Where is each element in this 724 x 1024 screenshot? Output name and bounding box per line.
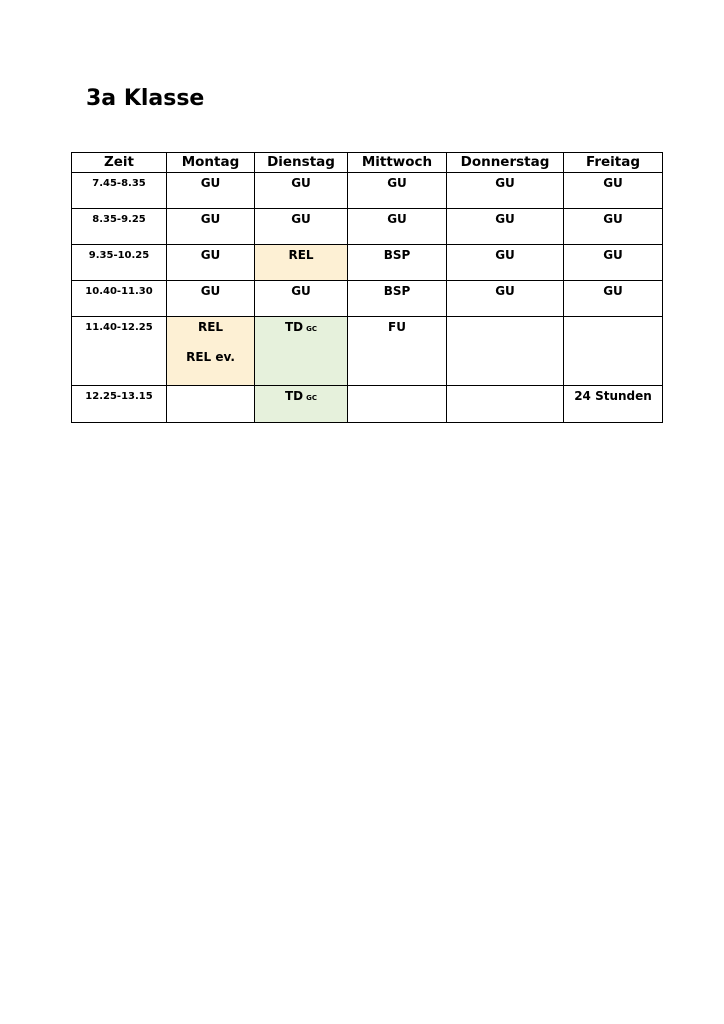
lesson-cell: GU bbox=[564, 281, 663, 317]
table-row bbox=[72, 209, 663, 245]
timetable bbox=[71, 152, 663, 423]
lesson-group-label: GC bbox=[306, 325, 318, 333]
lesson-cell-highlighted: REL bbox=[255, 245, 348, 281]
lesson-cell: GU bbox=[447, 281, 564, 317]
lesson-cell: GU bbox=[167, 173, 255, 209]
header-donnerstag: Donnerstag bbox=[447, 153, 564, 173]
lesson-cell: BSP bbox=[348, 281, 447, 317]
lesson-cell: GU bbox=[447, 245, 564, 281]
lesson-cell: GU bbox=[564, 173, 663, 209]
lesson-cell: GU bbox=[167, 281, 255, 317]
table-row bbox=[72, 281, 663, 317]
page-title: 3a Klasse bbox=[86, 86, 205, 111]
lesson-cell: GU bbox=[255, 209, 348, 245]
lesson-cell: GU bbox=[348, 209, 447, 245]
header-freitag: Freitag bbox=[564, 153, 663, 173]
lesson-cell bbox=[447, 386, 564, 423]
lesson-cell: GU bbox=[167, 245, 255, 281]
lesson-text: TD bbox=[284, 389, 304, 403]
table-row bbox=[72, 245, 663, 281]
lesson-cell: GU bbox=[255, 173, 348, 209]
header-montag: Montag bbox=[167, 153, 255, 173]
lesson-cell-highlighted bbox=[255, 386, 348, 423]
lesson-cell bbox=[348, 386, 447, 423]
table-row bbox=[72, 317, 663, 386]
table-row bbox=[72, 173, 663, 209]
lesson-cell bbox=[564, 317, 663, 386]
lesson-cell-highlighted bbox=[167, 317, 255, 386]
lesson-cell: GU bbox=[564, 245, 663, 281]
time-cell: 10.40-11.30 bbox=[72, 281, 167, 317]
lesson-cell: GU bbox=[447, 173, 564, 209]
header-dienstag: Dienstag bbox=[255, 153, 348, 173]
table-row bbox=[72, 386, 663, 423]
lesson-cell: GU bbox=[447, 209, 564, 245]
time-cell: 9.35-10.25 bbox=[72, 245, 167, 281]
total-hours-cell: 24 Stunden bbox=[564, 386, 663, 423]
lesson-cell: BSP bbox=[348, 245, 447, 281]
time-cell: 11.40-12.25 bbox=[72, 317, 167, 386]
time-cell: 12.25-13.15 bbox=[72, 386, 167, 423]
header-row bbox=[72, 153, 663, 173]
lesson-cell bbox=[167, 386, 255, 423]
lesson-cell: GU bbox=[564, 209, 663, 245]
lesson-cell-highlighted bbox=[255, 317, 348, 386]
lesson-cell: GU bbox=[255, 281, 348, 317]
lesson-line: REL bbox=[197, 320, 224, 334]
header-mittwoch: Mittwoch bbox=[348, 153, 447, 173]
lesson-group-label: GC bbox=[306, 394, 318, 402]
lesson-line: REL ev. bbox=[186, 350, 235, 364]
time-cell: 8.35-9.25 bbox=[72, 209, 167, 245]
lesson-cell: GU bbox=[167, 209, 255, 245]
lesson-cell: GU bbox=[348, 173, 447, 209]
time-cell: 7.45-8.35 bbox=[72, 173, 167, 209]
lesson-cell bbox=[447, 317, 564, 386]
header-zeit: Zeit bbox=[72, 153, 167, 173]
lesson-text: TD bbox=[284, 320, 304, 334]
lesson-cell: FU bbox=[348, 317, 447, 386]
